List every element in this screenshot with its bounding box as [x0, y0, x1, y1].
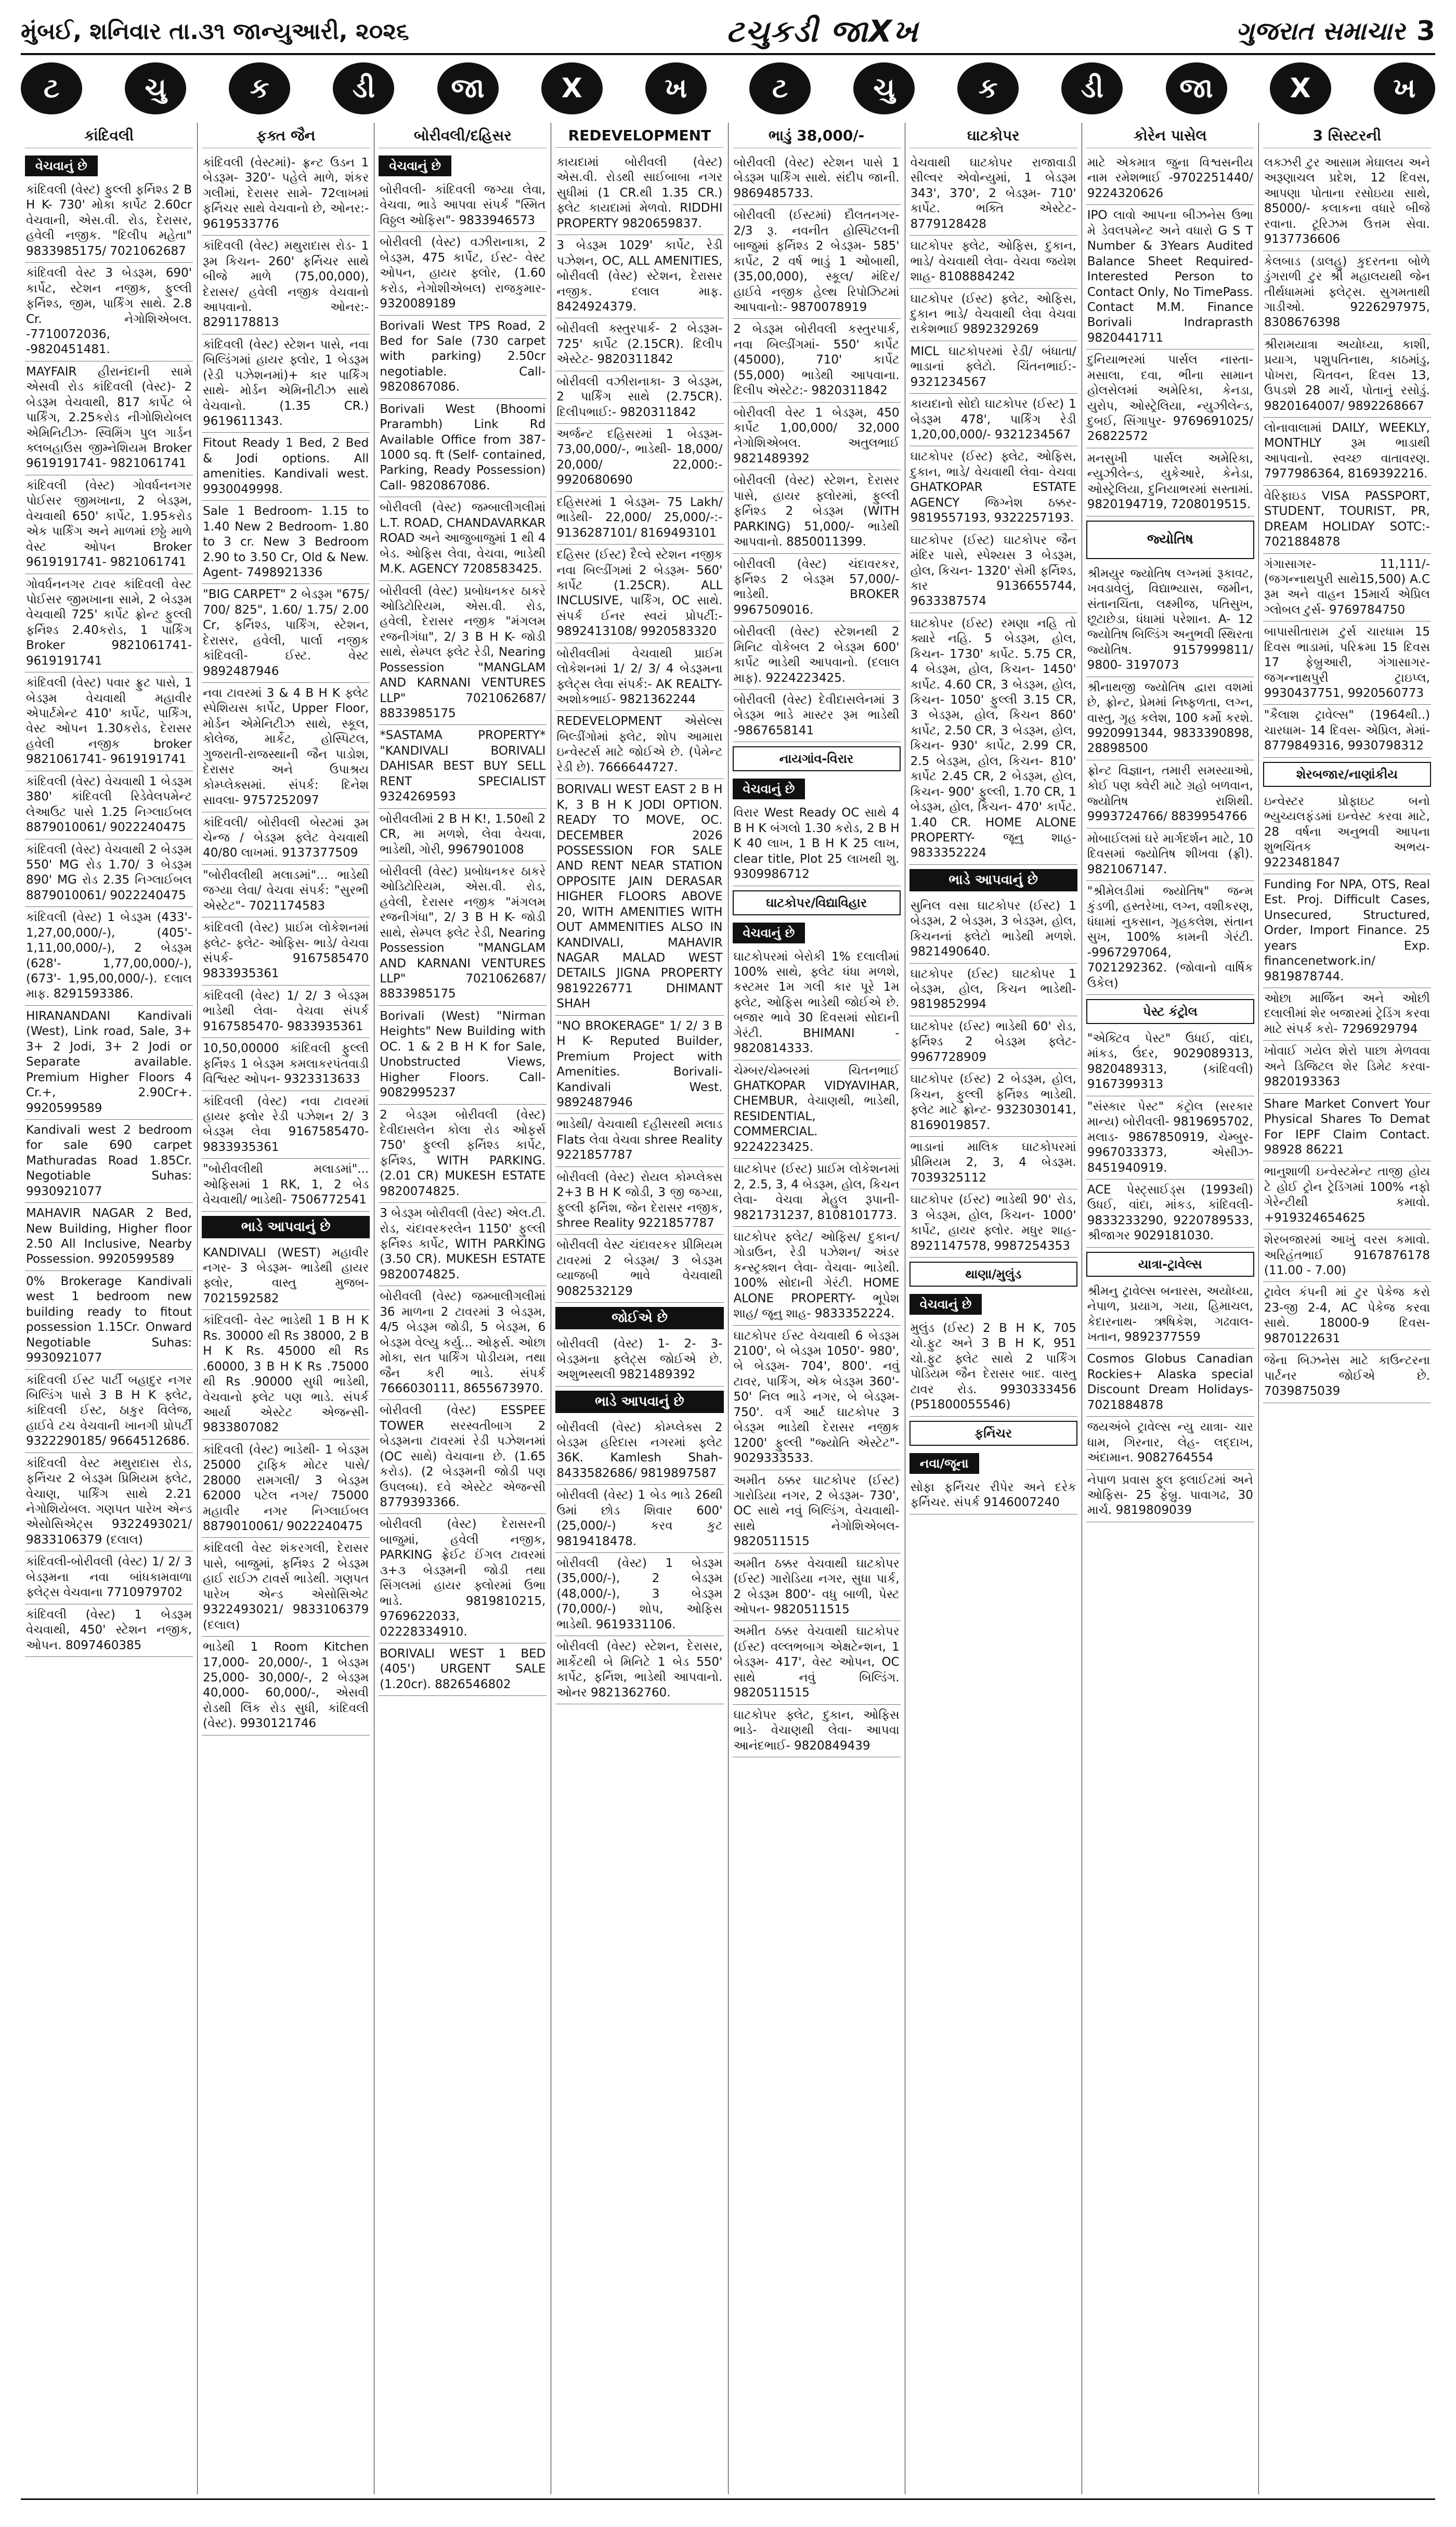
- classified-ad: બોરીવલી (વેસ્ટ) દેરાસરની બાજુમાં, હવેલી નજીક, PARKING ફ્રેઈટ ઈંગલ ટાવરમાં ૩+૩ બેડરૂમની જોડી તથા સિંગલમાં હાયર ફ્લોરમાં ઉભા ભાડે. 9819810215, 9769622033, 02228334910.: [379, 1514, 547, 1643]
- section-logo: જ્યોતિષ: [1086, 521, 1254, 559]
- classified-ad: MAYFAIR હીરાનંદાની સામે એસવી રોડ કાંદિવલી (વેસ્ટ)- 2 બેડરૂમ વેચવાથી, 817 કાર્પેટ બે પાર્કિંગ, 2.25કરોડ નીગોશિયેબલ એમિનિટીઝ- સ્વિમિંગ પુલ ગાર્ડન ક્લબહાઉસ જીમ્નેશિયમ Broker 9619191741- 9821061741: [25, 361, 193, 475]
- column-heading: REDEVELOPMENT: [555, 127, 723, 148]
- header-brand: ટચુકડી જાXખ: [726, 13, 919, 49]
- classified-ad: "એક્ટિવ પેસ્ટ" ઉધઈ, વાંદા, માંકડ, ઉંદર, 9029089313, 9820489313, (કાંદિવલી) 9167399313: [1086, 1028, 1254, 1096]
- classified-ad: લોનાવાલામાં DAILY, WEEKLY, MONTHLY રૂમ ભાડાથી આપવાનો. સ્વચ્છ વાતાવરણ. 7977986364, 8169392216.: [1263, 418, 1431, 486]
- classified-ad: ઘાટકોપર (ઈસ્ટ) ફ્લેટ, ઓફિસ, દુકાન ભાડે/ વેચવાથી લેવા વેચવા રાકેશભાઈ 9892329269: [909, 289, 1077, 341]
- classified-ad: કેલબાડ (ડાલહુ) કુદરતના બોળે ડુંગરાળી ટુર શ્રી મહાલયથી જેન તીર્થધામમાં ફ્લેટ્સ. સુગમતાથી ગાડીઓ. 9226297975, 8308676398: [1263, 251, 1431, 334]
- classified-ad: કાંદિવલી (વેસ્ટ) પ્રાઈમ લોકેશનમાં ફ્લેટ- ફ્લેટ- ઓફિસ- ભાડે/ વેચવા સંપર્ક- 9167585470 9833935361: [202, 917, 370, 986]
- classified-ad: બોરીવલી (વેસ્ટ) ચંદાવરકર, ફર્નિશ્ડ 2 બેડરૂમ 57,000/- ભાડેથી. BROKER 9967509016.: [733, 554, 901, 622]
- classified-ad: ACE પેસ્ટ્સાઈડ્સ (1993થી) ઉધઈ, વાંદા, માંકડ, કાંદિવલી- 9833233290, 9220789533, શ્રીજાગર 9029181030.: [1086, 1180, 1254, 1248]
- column-heading: કોરેન પાસેલ: [1086, 127, 1254, 148]
- classified-ad: અમીત ઠક્કર ઘાટકોપર (ઈસ્ટ) ગારોડિયા નગર, 2 બેડરૂમ- 730', OC સાથે નવું બિલ્ડિંગ, વેચવાથી- સાથે નેગોશિએબલ- 9820511515: [733, 1470, 901, 1553]
- classified-ad: બોરીવલી (વેસ્ટ) ESSPEE TOWER સરસ્વતીબાગ 2 બેડરૂમના ટાવરમાં રેડી પઝેશનમાં (OC સાથે) વેચવાના છે. (1.65 કરોડ). (2 બેડરૂમની જોડી પણ ઉપલબ્ધ). દવે એસ્ટેટ એજન્સી 8779393366.: [379, 1400, 547, 1514]
- banner-letter: જા: [1166, 62, 1227, 114]
- classified-ad: બોરીવલી (વેસ્ટ) પ્રબોધનકર ઠાકરે ઓડિટોરિયમ, એસ.વી. રોડ, હવેલી, દેરાસર નજીક "મંગલમ રજનીગંધા", 2/ 3 B H K- જોડી સાથે, સેમ્પલ ફ્લેટ રેડી, Nearing Possession "MANGLAM AND KARNANI VENTURES LLP" 7021062687/ 8833985175: [379, 581, 547, 725]
- section-tag: વેચવાનું છે: [25, 155, 98, 176]
- section-box: ફર્નિચર: [909, 1421, 1077, 1446]
- banner-letter: ટ: [21, 62, 82, 114]
- classified-ad: બોરીવલી (વેસ્ટ) પ્રબોધનકર ઠાકરે ઓડિટોરિયમ, એસ.વી. રોડ, હવેલી, દેરાસર નજીક "મંગલમ રજનીગંધા", 2/ 3 B H K- જોડી સાથે, સેમ્પલ ફ્લેટ રેડી, Nearing Possession "MANGLAM AND KARNANI VENTURES LLP" 7021062687/ 8833985175: [379, 861, 547, 1006]
- section-tag: વેચવાનું છે: [733, 779, 805, 799]
- classified-ad: ટ્રાવેલ કંપની માં ટુર પેકેજ કરો 23-જી 2-4, AC પેકેજ કરવા સાથે. 18000-9 દિવસ- 9870122631: [1263, 1282, 1431, 1350]
- section-tag: વેચવાનું છે: [379, 155, 451, 176]
- classified-ad: કાંદિવલી (વેસ્ટ) મથુરાદાસ રોડ- 1 રૂમ કિચન- 260' ફર્નિચર સાથે બીજે માળે (75,00,000), દેરાસર/ હવેલી નજીક વેચવાનો આપવાનો. ઓનર:- 8291178813: [202, 236, 370, 334]
- banner-strip: [21, 61, 1435, 115]
- classified-ad: બાપાસીતારામ ટુર્સ ચારધામ 15 દિવસ ભાડામાં, પરિક્રમા 15 દિવસ 17 ફેબ્રુઆરી, ગંગાસાગર- જગન્નાથપુરી ટ્રાઇપ્લ, 9930437751, 9920560773: [1263, 621, 1431, 705]
- classified-ad: કાંદિવલી (વેસ્ટ) પવાર ફ્રુટ પાસે, 1 બેડરૂમ વેચવાથી મહાવીર એપાર્ટમેન્ટ 410' કાર્પેટ, પાર્કિંગ, વેસ્ટ ઓપન 1.30કરોડ, દેરાસર હવેલી નજીક broker 9821061741- 9619191741: [25, 672, 193, 771]
- classified-ad: બોરીવલી (વેસ્ટ) સ્ટેશન, દેરાસર પાસે, હાયર ફ્લોરમાં, ફુલ્લી ફર્નિશ્ડ 2 બેડરૂમ (WITH PARKING) 51,000/- ભાડેથી આપવાનો. 8850011399.: [733, 470, 901, 553]
- classified-ad: Kandivali west 2 bedroom for sale 690 carpet Mathuradas Road 1.85Cr. Negotiable Suhas: 9930921077: [25, 1120, 193, 1203]
- classified-ad: કાંદિવલી વેસ્ટ 3 બેડરૂમ, 690' કાર્પેટ, સ્ટેશન નજીક, ફુલ્લી ફર્નિશ્ડ, જીમ, પાર્કિંગ સાથે. 2.8 Cr. નેગોશિએબલ. -7710072036, -9820451481.: [25, 263, 193, 361]
- classified-ad: અર્જન્ટ દહિસરમાં 1 બેડરૂમ- 73,00,000/-, ભાડેથી- 18,000/ 20,000/ 22,000:- 9920680690: [555, 424, 723, 492]
- classified-ad: ઘાટકોપર (ઈસ્ટ) ભાડેથી 60' રોડ, ફર્નિશ્ડ 2 બેડરૂમ ફ્લેટ- 9967728909: [909, 1016, 1077, 1069]
- classified-ad: કાંદિવલી (વેસ્ટ) ફુલ્લી ફર્નિશ્ડ 2 B H K- 730' મોકા કાર્પેટ 2.60cr વેચવાની, એસ.વી. રોડ, દેરાસર, હવેલી નજીક. "દિલીપ મહેતા" 9833985175/ 7021062687: [25, 179, 193, 263]
- column-heading: બોરીવલી/દહિસર: [379, 127, 547, 148]
- section-title: જોઈએ છે: [555, 1307, 723, 1329]
- column: [1259, 123, 1435, 2494]
- classified-ad: "કૈલાશ ટ્રાવેલ્સ" (1964થી..) ચારધામ- 14 દિવસ- એપ્રિલ, મેમાં- 8779849316, 9930798312: [1263, 705, 1431, 757]
- classified-ad: કાંદિવલી (વેસ્ટ) 1 બેડરૂમ (433'- 1,27,00,000/-), (405'- 1,11,00,000/-), 2 બેડરૂમ (628'- 1,77,00,000/-), (673'- 1,95,00,000/-). દલાલ માફ. 8291593386.: [25, 907, 193, 1006]
- banner-letter: ડી: [1061, 62, 1123, 114]
- section-title: ભાડે આપવાનું છે: [555, 1391, 723, 1413]
- classified-ad: IPO લાવો આપના બીઝનેસ ઉભા મે ડેવલપમેન્ટ અને વધારો G S T Number & 3Years Audited Balance Sheet Required- Interested Person to Contact Only, No TimePass. Contact M.M. Finance Borivali Indraprasth 9820441711: [1086, 205, 1254, 349]
- banner-letter: ચુ: [125, 62, 186, 114]
- classified-ad: "બોરીવલીથી મલાડમાં"... ભાડેથી જગ્યા લેવા/ વેચવા સંપર્ક: "સુરભી એસ્ટેટ"- 7021174583: [202, 865, 370, 917]
- header-page-number: 3: [1416, 16, 1435, 47]
- classified-ad: MAHAVIR NAGAR 2 Bed, New Building, Higher floor 2.50 All Inclusive, Nearby Possession. 9920599589: [25, 1203, 193, 1271]
- classified-ad: શ્રીરામયાત્રા અયોધ્યા, કાશી, પ્રયાગ, પશુપતિનાથ, કાઠમાંડુ, પોખરા, ચિતવન, દિવસ 13, ઉપડશે 28 માર્ચ, પોતાનું રસોડું. 9820164007/ 9892268667: [1263, 334, 1431, 418]
- classified-ad: કાંદિવલી વેસ્ટ શંકરગલી, દેરાસર પાસે, બાજુમાં, ફર્નિશ્ડ 2 બેડરૂમ હાઈ રાઈઝ ટાવર્સ ભાડેથી. ગણપત પારેખ એન્ડ એસોસિએટ 9322493021/ 9833106379 (દલાલ): [202, 1538, 370, 1637]
- banner-letter: ડી: [333, 62, 394, 114]
- classified-ad: ઘાટકોપર ફ્લેટ/ ઓફિસ/ દુકાન/ ગોડાઉન, રેડી પઝેશન/ અંડર કન્સ્ટ્રક્શન લેવા- વેચવા- ભાડેથી. 100% સોદાની ગેરંટી. HOME ALONE PROPERTY- ભૂપેશ શાહ/ જૂનુ શાહ- 9833352224.: [733, 1227, 901, 1326]
- classified-ad: ભાડાનાં માલિક ઘાટકોપરમાં પ્રીમિયમ 2, 3, 4 બેડરૂમ. 7039325112: [909, 1137, 1077, 1189]
- classified-ad: બોરીવલી (વેસ્ટ) દેવીદાસલેનમાં 3 બેડરૂમ ભાડે માસ્ટર રૂમ ભાડેથી -9867658141: [733, 690, 901, 742]
- classified-ad: બોરીવલી- કાંદિવલી જગ્યા લેવા, વેચવા, ભાડે આપવા સંપર્ક "સ્મિત વિઠ્ઠલ ઓફિસ"- 9833946573: [379, 179, 547, 232]
- classified-ad: સુનિલ વસા ઘાટકોપર (ઈસ્ટ) 1 બેડરૂમ, 2 બેડરૂમ, 3 બેડરૂમ, હોલ, કિચનનાં ફ્લેટો ભાડેથી મળશે. 9821490640.: [909, 896, 1077, 964]
- classified-ad: બોરીવલી (વેસ્ટ) જમ્બાલીગલીમાં L.T. ROAD, CHANDAVARKAR ROAD અને આજુબાજુમાં 1 થી 4 બેડ. ઓફિસ લેવા, વેચવા, ભાડેથી M.K. AGENCY 7208583425.: [379, 497, 547, 580]
- classified-ad: બોરીવલી (વેસ્ટ) 1- 2- 3- બેડરૂમના ફ્લેટ્સ જોઈએ છે. અશુભસ્થલી 9821489392: [555, 1333, 723, 1386]
- classified-ad: Fitout Ready 1 Bed, 2 Bed & Jodi options. All amenities. Kandivali west. 9930049998.: [202, 433, 370, 501]
- classified-ad: KANDIVALI (WEST) મહાવીર નગર- 3 બેડરૂમ- ભાડેથી હાયર ફ્લોર, વાસ્તુ મુજબ- 7021592582: [202, 1242, 370, 1311]
- classified-ad: REDEVELOPMENT એસેલ્સ બિલ્ડીંગોમાં ફ્લેટ, શોપ આમારા ઇન્વેસ્ટર્સ માટે જોઈએ છે. (પેમેન્ટ રેડી છે). 7666644727.: [555, 711, 723, 779]
- classified-ad: કાંદિવલી વેસ્ટ મથુરાદાસ રોડ, ફર્નિચર 2 બેડરૂમ પ્રિમિયમ ફ્લેટ, વેચાણ, પાર્કિંગ સાથે 2.21 નેગોશિયેબલ. ગણપત પારેખ એન્ડ એસોસિએટ્સ 9322493021/ 9833106379 (દલાલ): [25, 1453, 193, 1552]
- classified-ad: બોરીવલીમાં 2 B H K!, 1.50થી 2 CR, મા મળશે, લેવા વેચવા, ભાડેથી, ગોરી, 9967901008: [379, 809, 547, 861]
- classified-ad: વેરિફાઇડ VISA PASSPORT, STUDENT, TOURIST, PR, DREAM HOLIDAY SOTC:- 7021884878: [1263, 486, 1431, 554]
- classified-ad: કાંદિવલી (વેસ્ટ) 1 બેડરૂમ વેચવાથી, 450' સ્ટેશન નજીક, ઓપન. 8097460385: [25, 1604, 193, 1657]
- classified-ad: ઓછા માર્જિન અને ઓછી દલાલીમાં શેર બજારમાં ટ્રેડિંગ કરવા માટે સંપર્ક કરો- 7296929794: [1263, 988, 1431, 1041]
- banner-letter: ખ: [645, 62, 707, 114]
- classified-ad: *SASTAMA PROPERTY* "KANDIVALI BORIVALI DAHISAR BEST BUY SELL RENT SPECIALIST 9324269593: [379, 725, 547, 808]
- classified-ad: બોરીવલી (ઈસ્ટમાં) દૌલતનગર- 2/3 રૂ. નવનીત હોસ્પિટલની બાજુમાં ફર્નિશ્ડ 2 બેડરૂમ- 585' કાર્પેટ, 2 વર્ષ ભાડું 1 ઓબાથી, (35,00,000), સ્કૂલ/ મંદિર/ હાઈવે નજીક હેલ્થ રિપોઝિટમાં આપવાનો:- 9870078919: [733, 205, 901, 319]
- section-title: ભાડે આપવાનું છે: [909, 869, 1077, 891]
- classified-ad: કાંદિવલી (વેસ્ટ) સ્ટેશન પાસે, નવા બિલ્ડિંગમાં હાયર ફ્લોર, 1 બેડરૂમ (રેડી પઝેશનમાં)+ કાર પાર્કિંગ સાથે- મોર્ડન એમિનીટીઝ સાથે વેચવાનો. (1.35 CR.) 9619611343.: [202, 334, 370, 433]
- classified-ad: કાંદિવલી (વેસ્ટ) નવા ટાવરમાં હાયર ફ્લોર રેડી પઝેશન 2/ 3 બેડરૂમ લેવા 9167585470- 9833935361: [202, 1091, 370, 1159]
- classified-ad: 0% Brokerage Kandivali west 1 bedroom new building ready to fitout possession 1.15Cr. Onward Negotiable Suhas: 9930921077: [25, 1271, 193, 1370]
- classified-ad: Borivali West TPS Road, 2 Bed for Sale (730 carpet with parking) 2.50cr negotiable. Call- 9820867086.: [379, 316, 547, 399]
- classified-ad: બોરીવલીમાં વેચવાથી પ્રાઈમ લોકેશનમાં 1/ 2/ 3/ 4 બેડરૂમના ફ્લેટ્સ લેવા સંપર્ક:- AK REALTY- અશોકભાઈ- 9821362244: [555, 643, 723, 711]
- classified-ad: બોરીવલી વઝીરાનાકા- 3 બેડરૂમ, 2 પાર્કિંગ સાથે (2.75CR). દિલીપભાઈ:- 9820311842: [555, 371, 723, 424]
- classified-ad: ઘાટકોપરમાં બેરોકી 1% દલાલીમાં 100% સાથે, ફ્લેટ ધંધા મળશે, કસ્ટમર 1મ ગલી કાર પૂરે 1મ ફ્લેટ, ઓફિસ ભાડેથી જોઈએ છે. બજાર ભાવે 30 દિવસમાં સોદાની ગેરંટી. BHIMANI - 9820814333.: [733, 947, 901, 1060]
- classified-ad: બોરીવલી ક્સ્તુરપાર્ક- 2 બેડરૂમ- 725' કાર્પેટ (2.15CR). દિલીપ એસ્ટેટ- 9820311842: [555, 318, 723, 371]
- classified-ad: દહિસરમાં 1 બેડરૂમ- 75 Lakh/ ભાડેથી- 22,000/ 25,000/-:- 9136287101/ 8169493101: [555, 492, 723, 545]
- banner-letter: ક: [229, 62, 290, 114]
- classified-ad: ફ્રોન્ટ વિજ્ઞાન, તમારી સમસ્યાઓ, કોઈ પણ ક્વેરી માટે ગ્રહો બળવાન, જ્યોતિષ રાશિથી. 9993724766/ 8839954766: [1086, 760, 1254, 828]
- classified-ad: ગંગાસાગર- 11,111/- (જગન્નાથપુરી સાથે15,500) A.C રૂમ અને વાહન 15માર્ચ એપ્રિલ ગ્લોબલ ટુર્સ- 9769784750: [1263, 554, 1431, 622]
- classified-ad: બોરીવલી (વેસ્ટ) 1 બેડ ભાડે 26થી ઉમાં છોડ શિવાર 600' (25,000/-) કરવ કુટ 9819418478.: [555, 1485, 723, 1553]
- column: [1082, 123, 1259, 2494]
- classified-ad: દુનિયાભરમાં પાર્સલ નાસ્તા- મસાલા, દવા, ભીના સામાન હોલસેલમાં અમેરિકા, કેનડા, યુરોપ, ઓસ્ટ્રેલિયા, ન્યુઝીલેન્ડ, દુબઈ, સિંગાપુર- 9769691025/ 26822572: [1086, 349, 1254, 448]
- classified-ad: "શ્રીમેલડીમાં જ્યોતિષ" જન્મ કુંડળી, હસ્તરેખા, લગ્ન, વશીકરણ, ધંધામાં નુકસાન, ગૃહકલેશ, સંતાન સુખ, 100% કામની ગેરંટી. -9967297064, 7021292362. (જોવાનો વાર્ષિક ઉકેલ): [1086, 881, 1254, 995]
- classified-ad: નેપાળ પ્રવાસ ફુલ ફ્લાઈટમાં અને ઓફિસ- 25 ફેબ્રુ. પાવાગઢ, 30 માર્ચ. 9819809039: [1086, 1470, 1254, 1522]
- banner-letter: X: [541, 62, 603, 114]
- section-box: થાણા/મુલુંડ: [909, 1262, 1077, 1287]
- classified-ad: ઘાટકોપર (ઈસ્ટ) પ્રાઈમ લોકેશનમાં 2, 2.5, 3, 4 બેડરૂમ, હોલ, કિચન લેવા- વેચવા મેહુલ રૂપાની- 9821731237, 8108101773.: [733, 1159, 901, 1227]
- classified-ad: BORIVALI WEST EAST 2 B H K, 3 B H K JODI OPTION. READY TO MOVE, OC. DECEMBER 2026 POSSESSION FOR SALE AND RENT NEAR STATION OPPOSITE JAIN DERASAR HIGHER FLOORS ABOVE 20, WITH AMENITIES WITH OUT AMMENITIES ALSO IN KANDIVALI, MAHAVIR NAGAR MALAD WEST DETAILS JIGNA PROPERTY 9819226771 DHIMANT SHAH: [555, 779, 723, 1016]
- classified-ad: ભાડેથી/ વેચવાથી દહીસરથી મલાડ Flats લેવા વેચવા shree Reality 9221857787: [555, 1114, 723, 1167]
- column: [21, 123, 198, 2494]
- classified-ad: ઘાટકોપર (ઈસ્ટ) ઘાટકોપર જૈન મંદિર પાસે, સ્પેશ્યસ 3 બેડરૂમ, હોલ, કિચન- 1320' સેમી ફર્નિશ્ડ, કાર 9136655744, 9633387574: [909, 530, 1077, 613]
- page-footer-rule: [21, 2498, 1435, 2518]
- classified-ad: 3 બેડરૂમ બોરીવલી (વેસ્ટ) એલ.ટી. રોડ, ચંદાવરકરલેન 1150' ફુલ્લી ફર્નિશ્ડ કાર્પેટ, WITH PARKING (3.50 CR). MUKESH ESTATE 9820074825.: [379, 1203, 547, 1286]
- classified-ad: ચેમ્બર/ચેમ્બરમાં ચિતનભાઈ GHATKOPAR VIDYAVIHAR, CHEMBUR, વેચાણથી, ભાડેથી, RESIDENTIAL, COMMERCIAL. 9224223425.: [733, 1060, 901, 1159]
- classified-ad: શેરબજારમાં આખું વરસ કમાવો. અરિહંતભાઈ 9167876178 (11.00 - 7.00): [1263, 1229, 1431, 1282]
- section-box: યાત્રા-ટ્રાવેલ્સ: [1086, 1252, 1254, 1277]
- banner-letter: X: [1270, 62, 1331, 114]
- classified-ad: "બોરીવલીથી મલાડમાં"... ઓફિસમાં 1 RK, 1, 2 બેડ વેચવાથી/ ભાડેથી- 7506772541: [202, 1159, 370, 1211]
- classified-ad: કાંદિવલી (વેસ્ટ) ગોવર્ધનનગર પોઈસર જીમખાના, 2 બેડરૂમ, વેચવાથી 650' કાર્પેટ, 1.95કરોડ એક પાર્કિંગ અને માળમાં છઠ્ઠે માળે વેસ્ટ ઓપન Broker 9619191741- 9821061741: [25, 475, 193, 574]
- classified-ad: ઘાટકોપર (ઈસ્ટ) ભાડેથી 90' રોડ, 3 બેડરૂમ, હોલ, કિચન- 1000' કાર્પેટ, હાયર ફ્લોર. મધુર શાહ- 8921147578, 9987254353: [909, 1189, 1077, 1258]
- classified-ad: કાંદિવલી ઈસ્ટ પાર્ટી બહાદુર નગર બિલ્ડિંગ પાસે 3 B H K ફ્લેટ, કાંદિવલી ઈસ્ટ, ઠાકુર વિલેજ, હાઈવે ટચ વેચવાની ખાનગી પ્રોપર્ટી 9322290185/ 9664512686.: [25, 1370, 193, 1453]
- classified-ad: ભાડેથી 1 Room Kitchen 17,000- 20,000/-, 1 બેડરૂમ 25,000- 30,000/-, 2 બેડરૂમ 40,000- 60,000/-, એસવી રોડથી લિંક રોડ સુધી, કાંદિવલી (વેસ્ટ). 9930121746: [202, 1637, 370, 1735]
- section-title: ભાડે આપવાનું છે: [202, 1216, 370, 1238]
- section-tag: વેચવાનું છે: [909, 1294, 982, 1315]
- classified-ad: કાંદિવલી/ બોરીવલી બેસ્ટમાં રૂમ ચેન્જ / બેડરૂમ ફ્લેટ વેચવાથી 40/80 લાખમાં. 9137377509: [202, 812, 370, 865]
- section-box: નાયગાંવ-વિરાર: [733, 746, 901, 771]
- classified-ad: કાંદિવલી-બોરીવલી (વેસ્ટ) 1/ 2/ 3 બેડરૂમના નવા બાંધકામવાળા ફ્લેટ્સ વેચવાના 7710979702: [25, 1551, 193, 1604]
- classified-ad: Borivali West (Bhoomi Prarambh) Link Rd Available Office from 387- 1000 sq. ft (Self- contained, Parking, Ready Possession) Call- 9820867086.: [379, 399, 547, 498]
- classified-ad: બોરીવલી (વેસ્ટ) જમ્બાલીગલીમાં 36 માળના 2 ટાવરમાં 3 બેડરૂમ, 4/5 બેડરૂમ જોડી, 5 બેડરૂમ, 6 બેડરૂમ વેલ્યુ કર્યુ... ઓફર્સ. ઓછા મોકા, સત પાર્કિંગ પોડીયમ, તથા જૈન કરી ભાડે. સંપર્ક 7666030111, 8655673970.: [379, 1286, 547, 1400]
- classified-ad: બોરીવલી (વેસ્ટ) કોમ્પ્લેક્સ 2 બેડરૂમ હરિદાસ નગરમાં ફ્લેટ 36K. Kamlesh Shah- 8433582686/ 9819897587: [555, 1417, 723, 1485]
- section-box: પેસ્ટ કંટ્રોલ: [1086, 999, 1254, 1024]
- classified-ad: 3 બેડરૂમ 1029' કાર્પેટ, રેડી પઝેશન, OC, ALL AMENITIES, બોરીવલી (વેસ્ટ) સ્ટેશન, દેરાસર નજીક. દલાલ માફ. 8424924379.: [555, 235, 723, 318]
- classified-ad: ઇન્વેસ્ટર પ્રોફાઇટ બનો ભ્યુચ્યલફંડમાં ઇન્વેસ્ટ કરવા માટે, 28 વર્ષના અનુભવી આપના શુભચિંતક અભય- 9223481847: [1263, 791, 1431, 874]
- classified-ad: કાંદિવલી- વેસ્ટ ભાડેથી 1 B H K Rs. 30000 થી Rs 38000, 2 B H K Rs. 45000 થી Rs .60000, 3 B H K Rs .75000 થી Rs .90000 સુધી ભાડેથી, વેચવાનો ફ્લેટ પણ ભાડે. સંપર્ક આર્યા એસ્ટેટ એજન્સી- 9833807082: [202, 1310, 370, 1440]
- section-tag: નવા/જૂના: [909, 1453, 979, 1474]
- section-box: ઘાટકોપર/વિદ્યાવિહાર: [733, 890, 901, 915]
- classified-ad: 2 બેડરૂમ બોરીવલી (વેસ્ટ) દેવીદાસલેન કોલા રોડ ઓફર્સ 750' ફુલ્લી ફર્નિશ્ડ કાર્પેટ, ફર્નિશ્ડ, WITH PARKING. (2.01 CR) MUKESH ESTATE 9820074825.: [379, 1105, 547, 1203]
- classified-ad: બોરીવલી વેસ્ટ ચંદાવરકર પ્રીમિયમ ટાવરમાં 2 બેડરૂમ/ 3 બેડરૂમ વ્યાજબી ભાવે વેચવાથી 9082532129: [555, 1235, 723, 1303]
- classified-ad: HIRANANDANI Kandivali (West), Link road, Sale, 3+ 3+ 2 Jodi, 3+ 2 Jodi or Separate available. Premium Higher Floors 4 Cr.+, 2.90Cr+. 9920599589: [25, 1006, 193, 1120]
- classified-ad: મનસુખી પાર્સલ અમેરિકા, ન્યુઝીલેન્ડ, યુકેઆરે, કેનેડા, ઓસ્ટ્રેલિયા, દુનિયાભરમાં સસ્તામાં. 9820194719, 7208019515.: [1086, 448, 1254, 516]
- banner-letter: જા: [437, 62, 499, 114]
- classified-ad: 2 બેડરૂમ બોરીવલી કસ્તુરપાર્ક, નવા બિલ્ડીંગમાં- 550' કાર્પેટ (45000), 710' કાર્પેટ (55,000) ભાડેથી આપવાના. દિલીપ એસ્ટેટ:- 9820311842: [733, 319, 901, 402]
- column-heading: ફક્ત જૈન: [202, 127, 370, 148]
- banner-letter: ક: [957, 62, 1019, 114]
- classified-ad: શ્રીનાથજી જ્યોતિષ દ્વારા વશમાં છે, ફ્રોન્ટ, પ્રેમમાં નિષ્ફળતા, લગ્ન, વાસ્તુ, ગૃહ કલેશ, 100 કર્મો કરશે. 9920991344, 9833390898, 28898500: [1086, 677, 1254, 760]
- classified-ad: બોરીવલી (વેસ્ટ) સ્ટેશનથી 2 મિનિટ વોકેબલ 2 બેડરૂમ 600' કાર્પેટ ભાડેથી આપવાનો. (દલાલ માફ). 9224223425.: [733, 621, 901, 690]
- classified-columns: [21, 123, 1435, 2494]
- classified-ad: Sale 1 Bedroom- 1.15 to 1.40 New 2 Bedroom- 1.80 to 3 cr. New 3 Bedroom 2.90 to 3.50 Cr, Old & New. Agent- 7498921336: [202, 501, 370, 584]
- classified-ad: 10,50,00000 કાંદિવલી ફુલ્લી ફર્નિશ્ડ 1 બેડરૂમ કમલાકરપંતવાડી વિશ્વિસ્ટ ઓપન- 9323313633: [202, 1038, 370, 1091]
- column: [198, 123, 374, 2494]
- classified-ad: દહિસર (ઈસ્ટ) દૈલ્વે સ્ટેશન નજીક નવા બિલ્ડીંગમાં 2 બેડરૂમ- 560' કાર્પેટ (1.25CR). ALL INCLUSIVE, પાર્કિંગ, OC સાથે. સંપર્ક ઈનર સ્વયં પ્રોપર્ટી:- 9892413108/ 9920583320: [555, 545, 723, 643]
- classified-ad: બોરીવલી (વેસ્ટ) સ્ટેશન, દેરાસર, માર્કેટથી બે મિનિટે 1 બેડ 550' કાર્પેટ, ફર્નિશ, ભાડેથી આપવાનો. ઓનર 9821362760.: [555, 1636, 723, 1704]
- classified-ad: કાંદિવલી (વેસ્ટ) 1/ 2/ 3 બેડરૂમ ભાડેથી લેવા- વેચવા સંપર્ક 9167585470- 9833935361: [202, 986, 370, 1038]
- column-heading: ઘાટકોપર: [909, 127, 1077, 148]
- classified-ad: BORIVALI WEST 1 BED (405') URGENT SALE (1.20cr). 8826546802: [379, 1643, 547, 1696]
- classified-ad: કાંદિવલી (વેસ્ટ) વેચવાથી 1 બેડરૂમ 380' કાંદિવલી રિડેવેલપમેન્ટ લેઆઉટ પાસે 1.25 નિગ્લાઈબલ 8879010061/ 9022240475: [25, 771, 193, 839]
- classified-ad: લક્ઝરી ટુર આસામ મેઘાલય અને અરૂણાચલ પ્રદેશ, 12 દિવસ, આપણા પોતાના રસોઇયા સાથે, 85000/- કલાકના વધારે બીજે રવાના. ટૂરિઝમ ઉત્તમ સેવા. 9137736606: [1263, 152, 1431, 251]
- classified-ad: Borivali (West) "Nirman Heights" New Building with OC. 1 & 2 B H K for Sale, Unobstructed Views, Higher Floors. Call- 9082995237: [379, 1006, 547, 1105]
- classified-ad: ગોવર્ધનનગર ટાવર કાંદિવલી વેસ્ટ પોઈસર જીમખાના સામે, 2 બેડરૂમ વેચવાથી 725' કાર્પેટ ફ્રોન્ટ ફુલ્લી ફર્નિશ્ડ 2.40કરોડ, 1 પાર્કિંગ Broker 9821061741- 9619191741: [25, 574, 193, 673]
- classified-ad: ઘાટકોપર (ઈસ્ટ) ઘાટકોપર 1 બેડરૂમ, હોલ, કિચન ભાડેથી- 9819852994: [909, 964, 1077, 1016]
- classified-ad: ઘાટકોપર (ઈસ્ટ) રમણા નહિ તો ક્યારે નહિ. 5 બેડરૂમ, હોલ, કિચન- 1730' કાર્પેટ. 5.75 CR, 4 બેડરૂમ, હોલ, કિચન- 1450' કાર્પેટ. 4.60 CR, 3 બેડરૂમ, હોલ, કિચન- 1050' ફુલ્લી 3.15 CR, 3 બેડરૂમ, હોલ, કિચન 860' કાર્પેટ, 2.50 CR, 3 બેડરૂમ, હોલ, કિચન- 930' કાર્પેટ, 2.99 CR, 2.5 બેડરૂમ, હોલ, કિચન- 810' કાર્પેટ 2.45 CR, 2 બેડરૂમ, હોલ, કિચન- 900' ફુલ્લી, 1.70 CR, 1 બેડરૂમ, હોલ, કિચન- 470' કાર્પેટ. 1.40 CR. HOME ALONE PROPERTY- જૂનુ શાહ- 9833352224: [909, 613, 1077, 865]
- banner-letter: ટ: [749, 62, 811, 114]
- section-tag: વેચવાનું છે: [733, 923, 805, 943]
- classified-ad: જયઅંબે ટ્રાવેલ્સ ન્યુ યાત્રા- ચાર ધામ, ગિરનાર, લેહ- લદ્દાખ, અંદામાન. 9082764554: [1086, 1417, 1254, 1469]
- column-heading: કાંદિવલી: [25, 127, 193, 148]
- classified-ad: ઘાટકોપર (ઈસ્ટ) ફ્લેટ, ઓફિસ, દુકાન, ભાડે/ વેચવાથી લેવા- વેચવા GHATKOPAR ESTATE AGENCY જિગ્નેશ ઠક્કર- 9819557193, 9322257193.: [909, 446, 1077, 529]
- classified-ad: મુલુંડ (ઈસ્ટ) 2 B H K, 705 ચો.ફુટ અને 3 B H K, 951 ચો.ફુટ ફ્લેટ સાથે 2 પાર્કિંગ પોડિયમ જૈન દેરાસર બાદ. વાસ્તુ ટાવર રોડ. 9930333456 (P51800055546): [909, 1318, 1077, 1417]
- column: [905, 123, 1082, 2494]
- page-header: [21, 9, 1435, 55]
- column-heading: ભાડું 38,000/-: [733, 127, 901, 148]
- classified-ad: કાંદિવલી (વેસ્ટમાં)- ફ્રન્ટ ઉડન 1 બેડરૂમ- 320'- પહેલે માળે, શંકર ગલીમાં, દેરાસર સામે- 72લાખમાં ફર્નિચર સાથે વેચવાનો છે, ઓનર:- 9619533776: [202, 152, 370, 236]
- classified-ad: ઘાટકોપર ઈસ્ટ વેચવાથી 6 બેડરૂમ 2100', બે બેડરૂમ 1050'- 980', બે બેડરૂમ- 704', 800'. નવું ટાવર, પાર્કિંગ, એક બેડરૂમ 360'- 50' નિલ ભાડે નગર, બે બેડરૂમ- 750'. વર્ગ આર્ટ ઘાટકોપર 3 બેડરૂમ ભાડેથી દેરાસર નજીક 1200' ફુલ્લી "જ્યોતિ એસ્ટેટ"- 9029333533.: [733, 1326, 901, 1470]
- classified-ad: Cosmos Globus Canadian Rockies+ Alaska special Discount Dream Holidays- 7021884878: [1086, 1349, 1254, 1417]
- section-box: શેરબજાર/નાણાંકીય: [1263, 762, 1431, 787]
- classified-ad: MICL ઘાટકોપરમાં રેડી/ બંધાતા/ ભાડાનાં ફ્લેટો. ચિંતનભાઈ:- 9321234567: [909, 341, 1077, 394]
- classified-ad: વેચવાથી ઘાટકોપર રાજાવાડી સીલ્વર એવોન્યુમાં, 1 બેડરૂમ 343', 370', 2 બેડરૂમ- 710' કાર્પેટ. ભક્તિ એસ્ટેટ- 8779128428: [909, 152, 1077, 236]
- classified-ad: Funding For NPA, OTS, Real Est. Proj. Difficult Cases, Unsecured, Structured, Order, Import Finance. 25 years Exp. financenetwork.in/ 9819878744.: [1263, 874, 1431, 988]
- classified-ad: જેના બિઝનેસ માટે કાઉન્ટરના પાર્ટનર જોઈએ છે. 7039875039: [1263, 1350, 1431, 1403]
- header-date: મુંબઈ, શનિવાર તા.૩૧ જાન્યુઆરી, ૨૦૨૬: [21, 18, 409, 45]
- classified-ad: શ્રીમયુર જ્યોતિષ લગ્નમાં રૂકાવટ, ખવડાવેલું, વિદ્યાભ્યાસ, જમીન, સંતાનચિંતા, લક્ષ્મીજ, પતિસુખ, છૂટાછેડા, ધંધામાં પરેશાન. A- 12 જ્યોતિષ બિલ્ડિંગ અનુભવી સ્થિરતા જ્યોતિષ. 9157999811/ 9800- 3197073: [1086, 563, 1254, 677]
- banner-letter: ચુ: [853, 62, 915, 114]
- column: [551, 123, 728, 2494]
- classified-ad: કાયદામાં બોરીવલી (વેસ્ટ) એસ.વી. રોડથી સાઈબાબા નગર સુધીમાં (1 CR.થી 1.35 CR.) ફ્લેટ કાયદામાં મેળવો. RIDDHI PROPERTY 9820659837.: [555, 152, 723, 235]
- banner-letter: ખ: [1374, 62, 1435, 114]
- classified-ad: બોરીવલી વેસ્ટ 1 બેડરૂમ, 450 કાર્પેટ 1,00,000/ 32,000 નેગોશિએબલ. અતુલભાઈ 9821489392: [733, 403, 901, 471]
- classified-ad: વિરાર West Ready OC સાથે 4 B H K બંગલો 1.30 કરોડ, 2 B H K 40 લાખ, 1 B H K 25 લાખ, clear title, Plot 25 લાખથી શુ. 9309986712: [733, 802, 901, 886]
- classified-ad: "સંસ્કાર પેસ્ટ" કંટ્રોલ (સરકાર માન્ય) બોરીવલી- 9819695702, મલાડ- 9867850919, ચેમ્બુર- 9967033373, એસીઝ- 8451940919.: [1086, 1096, 1254, 1180]
- classified-ad: અમીત ઠક્કર વેચવાથી ઘાટકોપર (ઈસ્ટ) ગારોડિયા નગર, સુધા પાર્ક, 2 બેડરૂમ 800'- વધુ બાળી, પેસ્ટ ઓપન- 9820511515: [733, 1553, 901, 1622]
- column: [374, 123, 551, 2494]
- classified-ad: Share Market Convert Your Physical Shares To Demat For IEPF Claim Contact. 98928 86221: [1263, 1094, 1431, 1162]
- header-paper-name: ગુજરાત સમાચાર: [1236, 16, 1405, 46]
- classified-ad: "BIG CARPET" 2 બેડરૂમ "675/ 700/ 825", 1.60/ 1.75/ 2.00 Cr, ફર્નિશ્ડ, પાર્કિંગ, સ્ટેશન, દેરાસર, હવેલી, પાર્લા નજીક કાંદિવલી- ઈસ્ટ. વેસ્ટ 9892487946: [202, 584, 370, 683]
- column: [729, 123, 905, 2494]
- classified-ad: ભાનુશાળી ઇન્વેસ્ટમેન્ટ તાજી હોય ટે હોઈ ટ્રોન ટ્રેડિંગમાં 100% નફો ગેરેન્ટીથી કમાવો. +919324654625: [1263, 1161, 1431, 1229]
- classified-ad: અમીત ઠક્કર વેચવાથી ઘાટકોપર (ઈસ્ટ) વલ્લભબાગ એક્ષટેન્શન, 1 બેડરૂમ- 417', વેસ્ટ ઓપન, OC સાથે નવું બિલ્ડિંગ. 9820511515: [733, 1621, 901, 1704]
- classified-ad: બોરીવલી (વેસ્ટ) વઝીરાનાકા, 2 બેડરૂમ, 475 કાર્પેટ, ઈસ્ટ- વેસ્ટ ઓપન, હાયર ફ્લોર, (1.60 કરોડ, નેગોશીએબલ) રાજકુમાર- 9320089189: [379, 232, 547, 315]
- column-heading: 3 સિસ્ટરની: [1263, 127, 1431, 148]
- classified-ad: ખોવાઈ ગયેલ શેરો પાછા મેળવવા અને ડિજિટલ શેર ડિમેટ કરવા- 9820193363: [1263, 1041, 1431, 1093]
- classified-ad: ઘાટકોપર ફ્લેટ, દુકાન, ઓફિસ ભાડે- વેચાણથી લેવા- આપવા આનંદભાઈ- 9820849439: [733, 1705, 901, 1757]
- classified-ad: બોરીવલી (વેસ્ટ) 1 બેડરૂમ (35,000/-), 2 બેડરૂમ (48,000/-), 3 બેડરૂમ (70,000/-) શોપ, ઓફિસ ભાડેથી. 9619331106.: [555, 1553, 723, 1636]
- classified-ad: કાંદિવલી (વેસ્ટ) વેચવાથી 2 બેડરૂમ 550' MG રોડ 1.70/ 3 બેડરૂમ 890' MG રોડ 2.35 નિગ્લાઈબલ 8879010061/ 9022240475: [25, 839, 193, 908]
- classified-ad: મોબાઈલમાં ઘરે માર્ગદર્શન માટે, 10 દિવસમાં જ્યોતિષ શીખવા (ફ્રી). 9821067147.: [1086, 828, 1254, 881]
- classified-ad: ઘાટકોપર (ઈસ્ટ) 2 બેડરૂમ, હોલ, કિચન, ફુલ્લી ફર્નિશ્ડ ભાડેથી. ફ્લેટ માટે ફ્રોન્ટ- 9323030141, 8169019857.: [909, 1069, 1077, 1137]
- classified-ad: બોરીવલી (વેસ્ટ) રોયલ કોમ્પ્લેક્સ 2+3 B H K જોડી, 3 જી જગ્યા, ફુલ્લી ફર્નિશ, જેન દેરાસર નજીક, shree Reality 9221857787: [555, 1167, 723, 1235]
- classified-ad: નવા ટાવરમાં 3 & 4 B H K ફ્લેટ સ્પેશિયસ કાર્પેટ, Upper Floor, મોર્ડન એમેનિટીઝ સાથે, સ્કૂલ, કોલેજ, માર્કેટ, હોસ્પિટલ, ગુજરાતી-રાજસ્થાની જૈન પાડોશ, દેરાસર અને ઉપાશ્રય કોમ્પ્લેક્સમાં. સંપર્ક: દિનેશ સાવલા- 9757252097: [202, 683, 370, 812]
- classified-ad: કાંદિવલી (વેસ્ટ) ભાડેથી- 1 બેડરૂમ 25000 ટ્રાફિક મોટર પાસે/ 28000 રામગલી/ 3 બેડરૂમ 62000 પટેલ નગર/ 75000 મહાવીર નગર નિગ્લાઈબલ 8879010061/ 9022240475: [202, 1440, 370, 1538]
- classified-ad: સોફા ફર્નિચર રીપેર અને દરેક ફર્નિચર. સંપર્ક 9146007240: [909, 1477, 1077, 1514]
- classified-ad: "NO BROKERAGE" 1/ 2/ 3 B H K- Reputed Builder, Premium Project with Amenities. Borivali- Kandivali West. 9892487946: [555, 1016, 723, 1115]
- classified-ad: ઘાટકોપર ફ્લેટ, ઓફિસ, દુકાન, ભાડે/ વેચવાથી લેવા- વેચવા જયેશ શાહ- 8108884242: [909, 236, 1077, 288]
- classified-ad: માટે એકમાત્ર જુના વિશ્વસનીય નામ રમેશભાઈ -9702251440/ 9224320626: [1086, 152, 1254, 205]
- classified-ad: શ્રીમનુ ટ્રાવેલ્સ બનારસ, અયોધ્યા, નેપાળ, પ્રયાગ, ગયા, હિમાચલ, કેદારનાથ- ઋષિકેશ, ગઢવાલ- ખતાન, 9892377559: [1086, 1281, 1254, 1349]
- classified-ad: બોરીવલી (વેસ્ટ) સ્ટેશન પાસે 1 બેડરૂમ પાર્કિંગ સાથે. સંદીપ જાની. 9869485733.: [733, 152, 901, 205]
- classified-ad: કાયદાનો સોદો ઘાટકોપર (ઈસ્ટ) 1 બેડરૂમ 478', પાર્કિંગ રેડી 1,20,00,000/- 9321234567: [909, 394, 1077, 446]
